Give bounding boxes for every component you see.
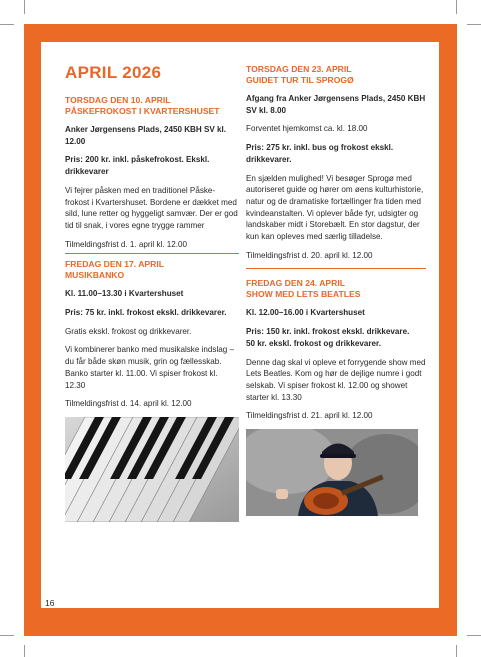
crop-mark [24,645,25,657]
page-number: 16 [45,598,55,608]
event-time: Kl. 11.00–13.30 i Kvartershuset [65,289,184,299]
crop-mark [467,635,481,636]
event-music-bingo [65,259,239,522]
event-price-alt: 50 kr. ekskl. frokost og drikkevarer. [246,338,381,348]
event-deadline: Tilmeldingsfrist d. 21. april kl. 12.00 [246,411,373,421]
crop-mark [24,0,25,14]
event-price: Pris: 150 kr. inkl. frokost ekskl. drikkevare. [246,327,410,337]
event-description: Vi fejrer påsken med en traditionel Påske-frokost i Kvartershuset. Bordene er dækket med sild, lune retter og hyggeligt samvær. Der er god tid til snak, i vores egne trygge rammer [65,185,238,230]
event-divider [246,268,426,269]
event-time: Kl. 12.00–16.00 i Kvartershuset [246,308,365,318]
event-date: FREDAG DEN 24. APRIL [246,278,345,289]
right-column [246,64,426,516]
event-divider [65,253,239,254]
event-title: PÅSKEFROKOST I KVARTERSHUSET [65,106,220,116]
piano-keys-illustration [65,417,239,522]
event-description: Denne dag skal vi opleve et forrygende show med Lets Beatles. Kom og hør de dejlige numre i godt selskab. Vi spiser frokost kl. 12.00 og showet starter kl. 13.30 [246,357,426,402]
event-deadline: Tilmeldingsfrist d. 20. april kl. 12.00 [246,250,373,260]
event-deadline: Tilmeldingsfrist d. 1. april kl. 12.00 [65,239,188,249]
event-date: FREDAG DEN 17. APRIL [65,259,164,270]
page-content [41,42,439,608]
crop-mark [467,24,481,25]
event-heading [246,64,426,86]
crop-mark [0,635,14,636]
event-date: TORSDAG DEN 10. APRIL [65,95,171,105]
piano-keys-photo [65,417,239,522]
event-title: MUSIKBANKO [65,270,125,281]
event-heading [65,259,239,281]
event-return: Forventet hjemkomst ca. kl. 18.00 [246,124,368,134]
crop-mark [0,24,14,25]
event-price: Pris: 75 kr. inkl. frokost ekskl. drikkevarer. [65,308,227,318]
event-title: GUIDET TUR TIL SPROGØ [246,75,354,85]
left-column [65,42,239,522]
event-title: SHOW MED LETS BEATLES [246,289,361,300]
guitarist-photo [246,429,418,516]
event-price: Pris: 275 kr. inkl. bus og frokost ekskl. drikkevarer. [246,143,394,164]
event-lets-beatles [246,278,426,516]
event-easter-lunch [65,95,239,250]
guitarist-illustration [246,429,418,516]
crop-mark [456,645,457,657]
event-description: Vi kombinerer banko med musikalske indslag – du får både skøn musik, grin og fællesskab. Banko starter kl. 11.00. Vi spiser frokost kl. 12.30 [65,345,235,390]
event-departure: Afgang fra Anker Jørgensens Plads, 2450 KBH SV kl. 8.00 [246,94,426,115]
event-heading [246,278,426,300]
event-sprogo-tour [246,64,426,261]
event-heading [65,95,239,117]
event-deadline: Tilmeldingsfrist d. 14. april kl. 12.00 [65,399,192,409]
crop-mark [456,0,457,14]
event-place: Anker Jørgensens Plads, 2450 KBH SV kl. 12.00 [65,125,227,146]
month-heading: APRIL 2026 [65,63,162,82]
event-description: En sjælden mulighed! Vi besøger Sprogø med autoriseret guide og hører om øens kulturhistorie, natur og de dramatiske fortællinger fra tiden med kvindeanstalten. Vi oplever både fyr, udsigter og landskaber midt i Storebælt. En stor dagstur, der kun kan opleves med særlig tilladelse. [246,173,424,242]
event-date: TORSDAG DEN 23. APRIL [246,64,352,74]
event-free-note: Gratis ekskl. frokost og drikkevarer. [65,326,192,336]
event-price: Pris: 200 kr. inkl. påskefrokost. Ekskl. drikkevarer [65,155,210,177]
